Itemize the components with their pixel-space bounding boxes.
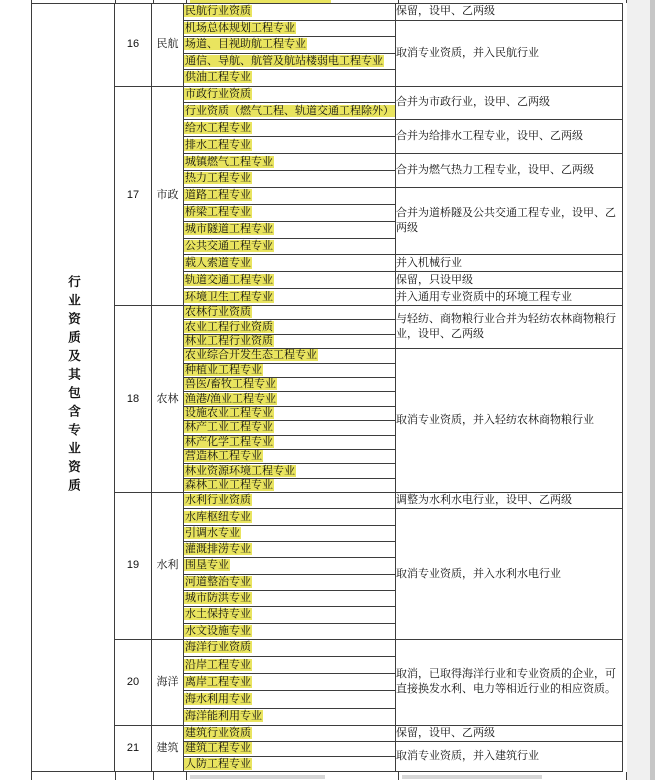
- highlighted-specialty-text: 城镇燃气工程专业: [185, 155, 273, 168]
- highlighted-specialty-text: 桥梁工程专业: [185, 206, 251, 219]
- specialty-cell: [184, 320, 396, 334]
- highlighted-specialty-text: 水利行业资质: [185, 494, 251, 507]
- highlighted-specialty-text: 场道、目视助航工程专业: [185, 38, 306, 51]
- highlighted-specialty-text: 森林工业工程专业: [185, 478, 273, 491]
- table-row: [32, 306, 623, 320]
- specialty-cell: [184, 255, 396, 272]
- highlighted-specialty-text: 农业综合开发生态工程专业: [185, 349, 317, 362]
- industry-cell: 民航: [152, 4, 184, 87]
- highlighted-specialty-text: 引调水专业: [185, 526, 240, 539]
- grid-line: [115, 772, 116, 780]
- industry-cell: 海洋: [152, 639, 184, 725]
- specialty-cell: [184, 170, 396, 187]
- grid-line: [31, 772, 32, 780]
- disposition-text: 合并为市政行业，设甲、乙两级: [396, 96, 550, 109]
- specialty-cell: [184, 363, 396, 377]
- specialty-cell: [184, 708, 396, 725]
- specialty-cell: [184, 349, 396, 363]
- disposition-cell: [396, 493, 623, 509]
- qualification-table: [31, 3, 623, 772]
- industry-cell: 建筑: [152, 725, 184, 772]
- highlighted-specialty-text: 城市防洪专业: [185, 592, 251, 605]
- highlighted-specialty-text: 轨道交通工程专业: [185, 273, 273, 286]
- disposition-text: 取消，已取得海洋行业和专业资质的企业，可直接换发水利、电力等相近行业的相应资质。: [396, 668, 616, 696]
- specialty-cell: [184, 464, 396, 478]
- highlighted-specialty-text: 海水利用专业: [185, 692, 251, 705]
- disposition-text: 并入机械行业: [396, 256, 462, 269]
- specialty-cell: [184, 103, 396, 120]
- specialty-cell: [184, 37, 396, 54]
- disposition-cell: [396, 255, 623, 272]
- specialty-cell: [184, 674, 396, 691]
- specialty-cell: [184, 741, 396, 756]
- highlighted-specialty-text: 河道整治专业: [185, 575, 251, 588]
- specialty-cell: [184, 334, 396, 348]
- highlighted-specialty-text: 环境卫生工程专业: [185, 290, 273, 303]
- specialty-cell: [184, 289, 396, 306]
- highlighted-specialty-text: 供油工程专业: [185, 71, 251, 84]
- highlighted-specialty-text: 营造林工程专业: [185, 450, 262, 463]
- disposition-cell: [396, 20, 623, 86]
- highlighted-specialty-text: 市政行业资质: [185, 87, 251, 100]
- group-number-cell: 18: [115, 306, 152, 493]
- group-number-cell: 19: [115, 493, 152, 640]
- clipped-row-bottom-text: [190, 775, 325, 779]
- specialty-cell: [184, 187, 396, 204]
- highlighted-specialty-text: 载人索道专业: [185, 256, 251, 269]
- grid-line: [186, 772, 187, 780]
- highlighted-specialty-text: 沿岸工程专业: [185, 658, 251, 671]
- disposition-text: 保留，设甲、乙两级: [396, 726, 495, 739]
- table-row: [32, 493, 623, 509]
- clipped-row-bottom-text: [402, 775, 542, 779]
- specialty-cell: [184, 120, 396, 137]
- disposition-text: 与轻纺、商物粮行业合并为轻纺农林商物粮行业，设甲、乙两级: [396, 313, 616, 341]
- group-number-cell: 16: [115, 4, 152, 87]
- disposition-cell: [396, 289, 623, 306]
- highlighted-specialty-text: 兽医/畜牧工程专业: [185, 378, 277, 391]
- disposition-cell: [396, 306, 623, 349]
- highlighted-specialty-text: 城市隧道工程专业: [185, 223, 273, 236]
- specialty-cell: [184, 20, 396, 37]
- table-row: [32, 639, 623, 656]
- specialty-cell: [184, 525, 396, 541]
- highlighted-specialty-text: 林产化学工程专业: [185, 435, 273, 448]
- specialty-cell: [184, 406, 396, 420]
- highlighted-specialty-text: 离岸工程专业: [185, 675, 251, 688]
- disposition-cell: [396, 86, 623, 120]
- table-row: [32, 4, 623, 21]
- specialty-cell: [184, 574, 396, 590]
- highlighted-specialty-text: 民航行业资质: [185, 5, 251, 18]
- specialty-cell: [184, 542, 396, 558]
- disposition-text: 合并为给排水工程专业，设甲、乙两级: [396, 130, 583, 143]
- specialty-cell: [184, 725, 396, 741]
- highlighted-specialty-text: 渔港/渔业工程专业: [185, 392, 277, 405]
- specialty-cell: [184, 558, 396, 574]
- specialty-cell: [184, 4, 396, 21]
- specialty-cell: [184, 86, 396, 103]
- highlighted-specialty-text: 水文设施专业: [185, 624, 251, 637]
- disposition-cell: [396, 4, 623, 21]
- highlighted-specialty-text: 林业资源环境工程专业: [185, 464, 295, 477]
- specialty-cell: [184, 590, 396, 606]
- highlighted-specialty-text: 水土保持专业: [185, 608, 251, 621]
- highlighted-specialty-text: 人防工程专业: [185, 757, 251, 770]
- disposition-text: 合并为道桥隧及公共交通工程专业，设甲、乙两级: [396, 207, 616, 235]
- specialty-cell: [184, 639, 396, 656]
- group-number-cell: 17: [115, 86, 152, 306]
- group-number-cell: 20: [115, 639, 152, 725]
- highlighted-specialty-text: 林产工业工程专业: [185, 421, 273, 434]
- highlighted-specialty-text: 道路工程专业: [185, 189, 251, 202]
- highlighted-specialty-text: 通信、导航、航管及航站楼弱电工程专业: [185, 54, 383, 67]
- disposition-cell: [396, 725, 623, 741]
- highlighted-specialty-text: 农业工程行业资质: [185, 320, 273, 333]
- highlighted-specialty-text: 水库枢纽专业: [185, 510, 251, 523]
- disposition-text: 取消专业资质，并入建筑行业: [396, 750, 539, 763]
- vertical-header-cell: [32, 4, 115, 772]
- highlighted-specialty-text: 林业工程行业资质: [185, 335, 273, 348]
- disposition-cell: [396, 349, 623, 493]
- highlighted-specialty-text: 行业资质（燃气工程、轨道交通工程除外）: [185, 104, 394, 117]
- vertical-header-label: 行业资质及其包含专业资质: [66, 274, 81, 497]
- specialty-cell: [184, 154, 396, 171]
- disposition-cell: [396, 741, 623, 772]
- disposition-cell: [396, 187, 623, 255]
- industry-cell: 市政: [152, 86, 184, 306]
- page-margin: [627, 0, 655, 780]
- specialty-cell: [184, 378, 396, 392]
- highlighted-specialty-text: 建筑工程专业: [185, 742, 251, 755]
- specialty-cell: [184, 757, 396, 772]
- disposition-text: 调整为水利水电行业，设甲、乙两级: [396, 494, 572, 507]
- highlighted-specialty-text: 农林行业资质: [185, 306, 251, 319]
- disposition-cell: [396, 272, 623, 289]
- specialty-cell: [184, 607, 396, 623]
- disposition-text: 保留，只设甲级: [396, 273, 473, 286]
- highlighted-specialty-text: 建筑行业资质: [185, 726, 251, 739]
- disposition-text: 并入通用专业资质中的环境工程专业: [396, 290, 572, 303]
- specialty-cell: [184, 204, 396, 221]
- specialty-cell: [184, 272, 396, 289]
- specialty-cell: [184, 421, 396, 435]
- specialty-cell: [184, 449, 396, 463]
- specialty-cell: [184, 306, 396, 320]
- highlighted-specialty-text: 海洋行业资质: [185, 641, 251, 654]
- disposition-text: 取消专业资质，并入轻纺农林商物粮行业: [396, 414, 594, 427]
- highlighted-specialty-text: 排水工程专业: [185, 138, 251, 151]
- disposition-cell: [396, 509, 623, 639]
- highlighted-specialty-text: 种植业工程专业: [185, 363, 262, 376]
- specialty-cell: [184, 137, 396, 154]
- disposition-cell: [396, 639, 623, 725]
- specialty-cell: [184, 691, 396, 708]
- specialty-cell: [184, 392, 396, 406]
- specialty-cell: [184, 53, 396, 70]
- specialty-cell: [184, 623, 396, 639]
- specialty-cell: [184, 657, 396, 674]
- specialty-cell: [184, 70, 396, 87]
- highlighted-specialty-text: 热力工程专业: [185, 172, 251, 185]
- specialty-cell: [184, 221, 396, 238]
- highlighted-specialty-text: 给水工程专业: [185, 121, 251, 134]
- highlighted-specialty-text: 公共交通工程专业: [185, 239, 273, 252]
- specialty-cell: [184, 493, 396, 509]
- industry-cell: 水利: [152, 493, 184, 640]
- specialty-cell: [184, 509, 396, 525]
- highlighted-specialty-text: 围垦专业: [185, 559, 229, 572]
- highlighted-specialty-text: 灌溉排涝专业: [185, 543, 251, 556]
- table-row: [32, 86, 623, 103]
- specialty-cell: [184, 478, 396, 492]
- scrollbar-track[interactable]: [650, 0, 655, 780]
- highlighted-specialty-text: 海洋能利用专业: [185, 710, 262, 723]
- specialty-cell: [184, 435, 396, 449]
- table-row: [32, 725, 623, 741]
- disposition-cell: [396, 120, 623, 154]
- highlighted-specialty-text: 设施农业工程专业: [185, 407, 273, 419]
- disposition-text: 取消专业资质，并入民航行业: [396, 46, 539, 59]
- disposition-cell: [396, 154, 623, 188]
- grid-line: [398, 772, 399, 780]
- highlighted-specialty-text: 机场总体规划工程专业: [185, 21, 295, 34]
- specialty-cell: [184, 238, 396, 255]
- disposition-text: 合并为燃气热力工程专业，设甲、乙两级: [396, 163, 594, 176]
- industry-cell: 农林: [152, 306, 184, 493]
- grid-line: [153, 772, 154, 780]
- disposition-text: 保留，设甲、乙两级: [396, 5, 495, 18]
- group-number-cell: 21: [115, 725, 152, 772]
- disposition-text: 取消专业资质，并入水利水电行业: [396, 567, 561, 580]
